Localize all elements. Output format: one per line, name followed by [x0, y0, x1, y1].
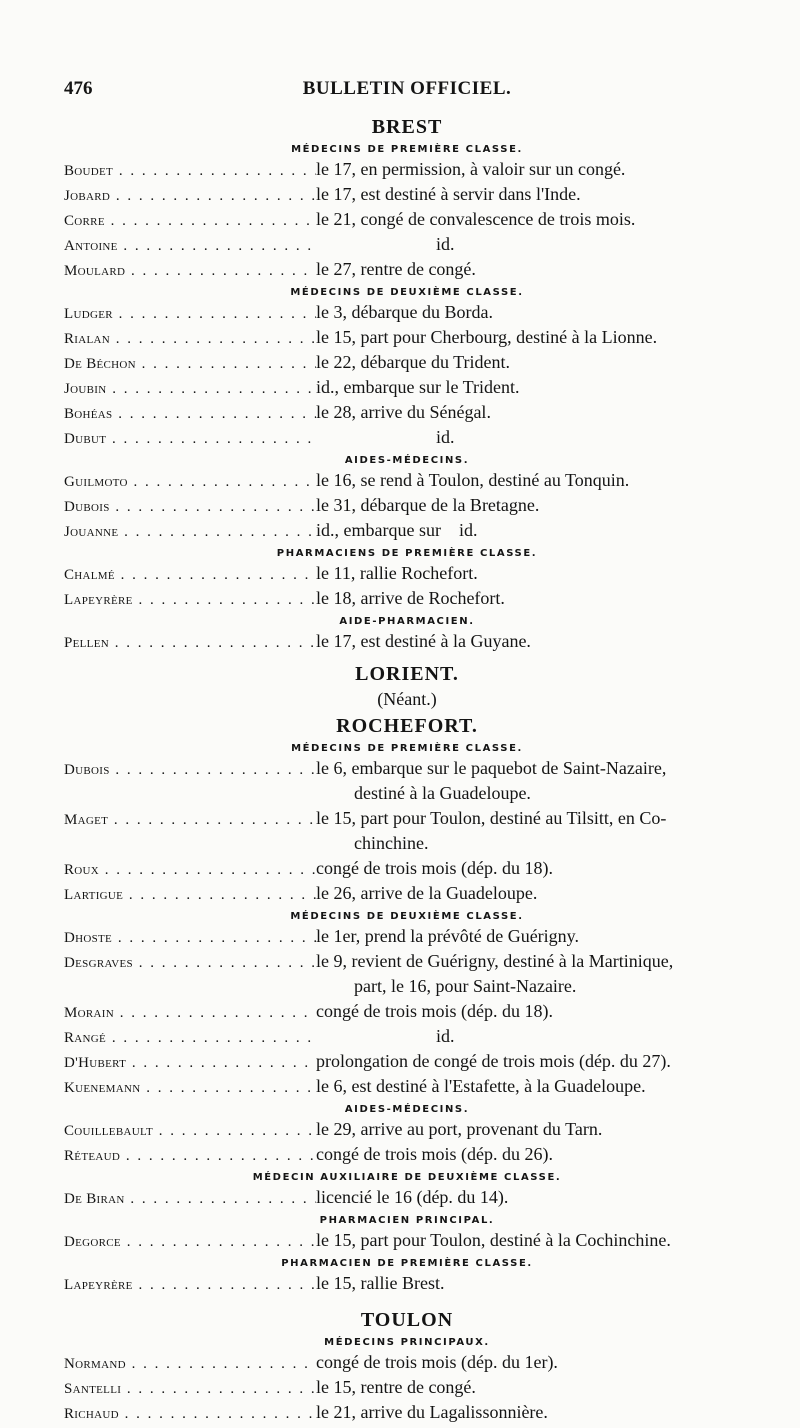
- entry-text: le 9, revient de Guérigny, destiné à la Martinique,: [316, 951, 674, 971]
- person-name: Ludger . . .: [64, 303, 316, 326]
- list-item: [64, 494, 750, 519]
- list-item: [64, 1229, 750, 1254]
- entry-text: le 16, se rend à Toulon, destiné au Tonquin.: [316, 470, 630, 490]
- list-item: [64, 1118, 750, 1143]
- entry-text: id.: [436, 234, 455, 254]
- entry-text: chinchine.: [354, 833, 429, 853]
- person-name: Rialan . . .: [64, 328, 316, 351]
- section-title-brest: BREST: [371, 116, 443, 138]
- section-title-toulon: TOULON: [360, 1309, 454, 1331]
- entry-text: id.: [436, 427, 455, 447]
- person-name: Joubin . . .: [64, 378, 316, 401]
- person-name: Moulard . . .: [64, 260, 316, 283]
- subheading: MÉDECINS DE DEUXIÈME CLASSE.: [290, 911, 524, 922]
- subheading: AIDES-MÉDECINS.: [344, 1104, 470, 1115]
- entry-text: le 18, arrive de Rochefort.: [316, 588, 505, 608]
- list-item: [64, 258, 750, 283]
- list-item: [64, 301, 750, 326]
- entry-text: licencié le 16 (dép. du 14).: [316, 1187, 509, 1207]
- list-item: [64, 376, 750, 401]
- entry-text: congé de trois mois (dép. du 18).: [316, 1001, 553, 1021]
- person-name: Jouanne . . .: [64, 521, 316, 544]
- person-name: Antoine . . .: [64, 235, 316, 258]
- section-title-rochefort: ROCHEFORT.: [336, 715, 478, 737]
- entry-text: le 6, est destiné à l'Estafette, à la Guadeloupe.: [316, 1076, 646, 1096]
- list-item: [64, 469, 750, 494]
- entry-text: le 27, rentre de congé.: [316, 259, 476, 279]
- entry-text: destiné à la Guadeloupe.: [354, 783, 531, 803]
- entry-text: id.: [436, 1026, 455, 1046]
- entry-text: le 22, débarque du Trident.: [316, 352, 510, 372]
- subheading: AIDES-MÉDECINS.: [344, 455, 470, 466]
- entry-text: le 15, part pour Toulon, destiné à la Cochinchine.: [316, 1230, 671, 1250]
- person-name: Maget . . .: [64, 809, 316, 832]
- list-item: [64, 1025, 750, 1050]
- entry-text: id., embarque sur id.: [316, 520, 478, 540]
- person-name: Richaud . . .: [64, 1403, 316, 1426]
- entry-text: congé de trois mois (dép. du 26).: [316, 1144, 553, 1164]
- person-name: Santelli . . .: [64, 1378, 316, 1401]
- person-name: Chalmé . . .: [64, 564, 316, 587]
- list-item: [64, 1376, 750, 1401]
- person-name: Normand . . .: [64, 1353, 316, 1376]
- running-title: BULLETIN OFFICIEL.: [302, 78, 512, 99]
- list-item: [64, 208, 750, 233]
- list-item: [64, 519, 750, 544]
- list-item: [64, 426, 750, 451]
- list-item: [64, 757, 750, 782]
- list-item: [64, 183, 750, 208]
- person-name: De Béchon . . .: [64, 353, 316, 376]
- entry-text: congé de trois mois (dép. du 18).: [316, 858, 553, 878]
- list-item: [64, 925, 750, 950]
- entry-text: le 26, arrive de la Guadeloupe.: [316, 883, 538, 903]
- person-name: Morain . . .: [64, 1002, 316, 1025]
- entry-text: le 3, débarque du Borda.: [316, 302, 493, 322]
- section-note: (Néant.): [377, 689, 437, 709]
- person-name: D'Hubert . . .: [64, 1052, 316, 1075]
- entry-text: le 31, débarque de la Bretagne.: [316, 495, 540, 515]
- list-item: [64, 882, 750, 907]
- person-name: Bohéas . . .: [64, 403, 316, 426]
- list-item: [64, 562, 750, 587]
- list-item: [64, 1000, 750, 1025]
- person-name: Roux . . .: [64, 859, 316, 882]
- entry-text: le 11, rallie Rochefort.: [316, 563, 478, 583]
- list-item: [64, 857, 750, 882]
- person-name: Corre . . .: [64, 210, 316, 233]
- subheading: PHARMACIEN PRINCIPAL.: [319, 1215, 495, 1226]
- page-number: 476: [64, 78, 93, 99]
- list-item: [64, 326, 750, 351]
- list-item-continuation: [64, 832, 750, 857]
- person-name: Dubois . . .: [64, 759, 316, 782]
- list-item: [64, 1351, 750, 1376]
- person-name: Dubois . . .: [64, 496, 316, 519]
- person-name: Kuenemann . . .: [64, 1077, 316, 1100]
- list-item-continuation: [64, 975, 750, 1000]
- person-name: Boudet . . .: [64, 160, 316, 183]
- subheading: MÉDECINS PRINCIPAUX.: [324, 1337, 490, 1348]
- list-item: [64, 1401, 750, 1426]
- person-name: Degorce . . .: [64, 1231, 316, 1254]
- entry-text: le 15, rentre de congé.: [316, 1377, 476, 1397]
- person-name: Desgraves . . .: [64, 952, 316, 975]
- entry-text: le 17, est destiné à la Guyane.: [316, 631, 531, 651]
- person-name: Jobard . . .: [64, 185, 316, 208]
- entry-text: le 29, arrive au port, provenant du Tarn.: [316, 1119, 603, 1139]
- entry-text: le 15, part pour Toulon, destiné au Tilsitt, en Co-: [316, 808, 667, 828]
- entry-text: le 21, arrive du Lagalissonnière.: [316, 1402, 548, 1422]
- list-item: [64, 158, 750, 183]
- list-item: [64, 1272, 750, 1297]
- list-item: [64, 1075, 750, 1100]
- entry-text: le 15, rallie Brest.: [316, 1273, 445, 1293]
- subheading: MÉDECINS DE PREMIÈRE CLASSE.: [291, 144, 523, 155]
- subheading: PHARMACIENS DE PREMIÈRE CLASSE.: [276, 548, 538, 559]
- person-name: Dubut . . .: [64, 428, 316, 451]
- section-title-lorient: LORIENT.: [355, 663, 459, 685]
- subheading: MÉDECIN AUXILIAIRE DE DEUXIÈME CLASSE.: [252, 1172, 562, 1183]
- list-item: [64, 630, 750, 655]
- list-item: [64, 807, 750, 832]
- list-item: [64, 233, 750, 258]
- person-name: Réteaud . . .: [64, 1145, 316, 1168]
- subheading: AIDE-PHARMACIEN.: [339, 616, 475, 627]
- list-item: [64, 351, 750, 376]
- person-name: Lapeyrère . . .: [64, 589, 316, 612]
- document-page: [64, 70, 750, 1426]
- subheading: MÉDECINS DE PREMIÈRE CLASSE.: [291, 743, 523, 754]
- person-name: Dhoste . . .: [64, 927, 316, 950]
- person-name: Pellen . . .: [64, 632, 316, 655]
- entry-text: prolongation de congé de trois mois (dép. du 27).: [316, 1051, 671, 1071]
- subheading: PHARMACIEN DE PREMIÈRE CLASSE.: [281, 1258, 533, 1269]
- entry-text: le 28, arrive du Sénégal.: [316, 402, 491, 422]
- list-item-continuation: [64, 782, 750, 807]
- entry-text: id., embarque sur le Trident.: [316, 377, 520, 397]
- entry-text: le 1er, prend la prévôté de Guérigny.: [316, 926, 580, 946]
- list-item: [64, 1143, 750, 1168]
- entry-text: le 6, embarque sur le paquebot de Saint-Nazaire,: [316, 758, 667, 778]
- entry-text: le 15, part pour Cherbourg, destiné à la Lionne.: [316, 327, 658, 347]
- person-name: Rangé . . .: [64, 1027, 316, 1050]
- list-item: [64, 1050, 750, 1075]
- entry-text: le 17, est destiné à servir dans l'Inde.: [316, 184, 581, 204]
- list-item: [64, 950, 750, 975]
- person-name: Couillebault . . .: [64, 1120, 316, 1143]
- person-name: De Biran . . .: [64, 1188, 316, 1211]
- list-item: [64, 587, 750, 612]
- entry-text: part, le 16, pour Saint-Nazaire.: [354, 976, 577, 996]
- subheading: MÉDECINS DE DEUXIÈME CLASSE.: [290, 287, 524, 298]
- page-header: [64, 70, 750, 112]
- person-name: Lapeyrère . . .: [64, 1274, 316, 1297]
- entry-text: le 17, en permission, à valoir sur un congé.: [316, 159, 626, 179]
- person-name: Lartigue . . .: [64, 884, 316, 907]
- list-item: [64, 1186, 750, 1211]
- entry-text: congé de trois mois (dép. du 1er).: [316, 1352, 558, 1372]
- list-item: [64, 401, 750, 426]
- person-name: Guilmoto . . .: [64, 471, 316, 494]
- entry-text: le 21, congé de convalescence de trois mois.: [316, 209, 636, 229]
